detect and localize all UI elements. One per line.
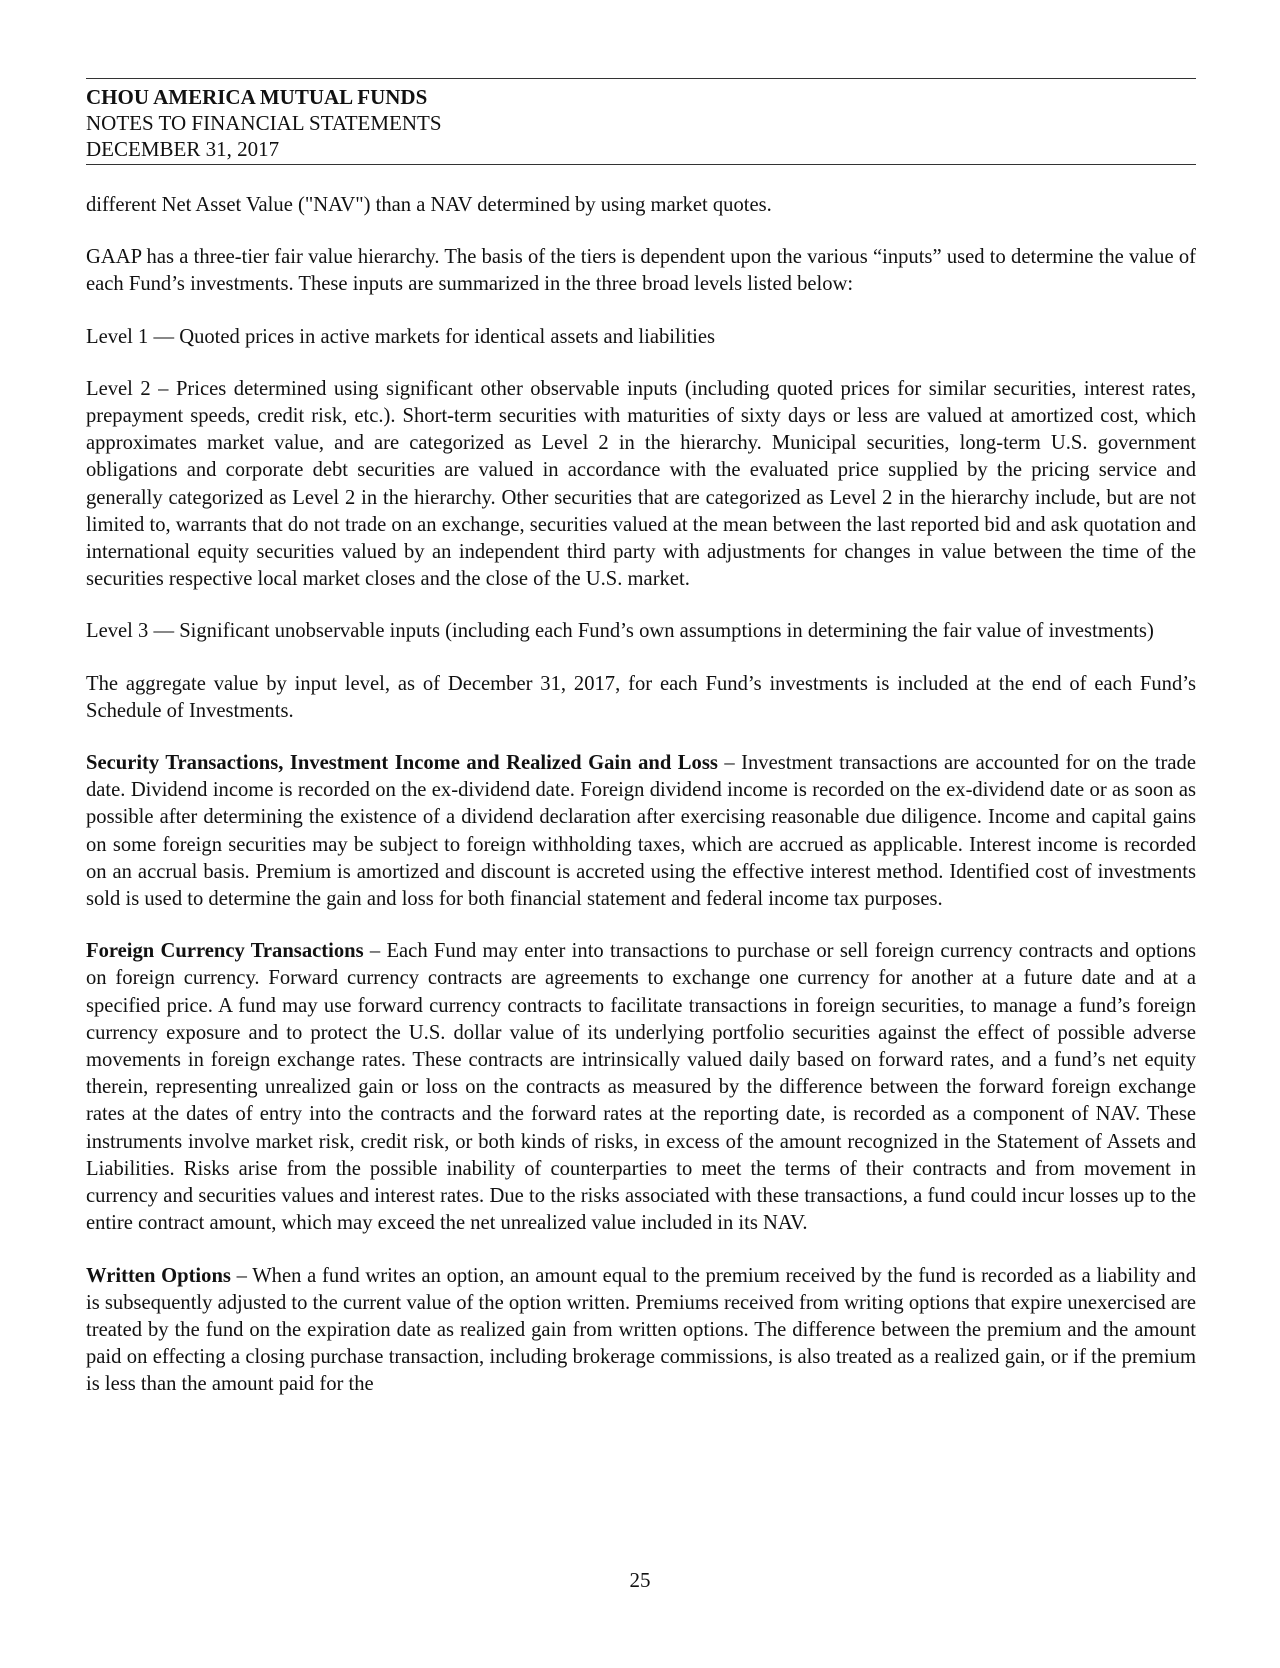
paragraph-security-transactions [86, 750, 1196, 913]
security-transactions-text: – Investment transactions are accounted for on the trade date. Dividend income is recorded on the ex-dividend date. Foreign dividend income is recorded on the ex-dividend date or as soon as possible after determining the existence of a dividend declaration after exercising reasonable due diligence. Income and capital gains on some foreign securities may be subject to foreign withholding taxes, which are accrued as applicable. Interest income is recorded on an accrual basis. Premium is amortized and discount is accreted using the effective interest method. Identified cost of investments sold is used to determine the gain and loss for both financial statement and federal income tax purposes. [86, 752, 1196, 911]
page-number: 25 [629, 1568, 651, 1592]
fund-name: CHOU AMERICA MUTUAL FUNDS [86, 85, 428, 109]
paragraph-nav-continuation: different Net Asset Value ("NAV") than a NAV determined by using market quotes. [86, 194, 772, 216]
document-body [86, 192, 1196, 1424]
header-bottom-rule [86, 164, 1196, 165]
paragraph-fair-value-hierarchy: GAAP has a three-tier fair value hierarchy. The basis of the tiers is dependent upon the various “inputs” used to determine the value of each Fund’s investments. These inputs are summarized in the three broad levels listed below: [86, 246, 1196, 296]
statement-date: DECEMBER 31, 2017 [86, 137, 280, 161]
security-transactions-heading: Security Transactions, Investment Income and Realized Gain and Loss [86, 752, 718, 775]
paragraph-foreign-currency [86, 938, 1196, 1237]
foreign-currency-heading: Foreign Currency Transactions [86, 940, 364, 963]
paragraph-level-1: Level 1 — Quoted prices in active markets for identical assets and liabilities [86, 325, 716, 348]
header-top-rule [86, 78, 1196, 79]
page-header [86, 84, 1196, 162]
written-options-heading: Written Options [86, 1264, 231, 1287]
paragraph-level-3: Level 3 — Significant unobservable inputs (including each Fund’s own assumptions in determining the fair value of investments) [86, 620, 1154, 643]
written-options-text: – When a fund writes an option, an amount equal to the premium received by the fund is recorded as a liability and is subsequently adjusted to the current value of the option written. Premiums received from writing options that expire unexercised are treated by the fund on the expiration date as realized gain from written options. The difference between the premium and the amount paid on effecting a closing purchase transaction, including brokerage commissions, is also treated as a realized gain, or if the premium is less than the amount paid for the [86, 1264, 1197, 1396]
paragraph-written-options [86, 1263, 1196, 1399]
paragraph-aggregate-value: The aggregate value by input level, as of December 31, 2017, for each Fund’s investments is included at the end of each Fund’s Schedule of Investments. [86, 672, 1196, 722]
foreign-currency-text: – Each Fund may enter into transactions to purchase or sell foreign currency contracts and options on foreign currency. Forward currency contracts are agreements to exchange one currency for another at a future date and at a specified price. A fund may use forward currency contracts to facilitate transactions in foreign securities, to manage a fund’s foreign currency exposure and to protect the U.S. dollar value of its underlying portfolio securities against the effect of possible adverse movements in foreign exchange rates. These contracts are intrinsically valued daily based on forward rates, and a fund’s net equity therein, representing unrealized gain or loss on the contracts as measured by the difference between the forward foreign exchange rates at the dates of entry into the contracts and the forward rates at the reporting date, is recorded as a component of NAV. These instruments involve market risk, credit risk, or both kinds of risks, in excess of the amount recognized in the Statement of Assets and Liabilities. Risks arise from the possible inability of counterparties to meet the terms of their contracts and from movement in currency and securities values and interest rates. Due to the risks associated with these transactions, a fund could incur losses up to the entire contract amount, which may exceed the net unrealized value included in its NAV. [86, 940, 1196, 1235]
section-title: NOTES TO FINANCIAL STATEMENTS [86, 111, 442, 135]
paragraph-level-2: Level 2 – Prices determined using significant other observable inputs (including quoted prices for similar securities, interest rates, prepayment speeds, credit risk, etc.). Short-term securities with maturities of sixty days or less are valued at amortized cost, which approximates market value, and are categorized as Level 2 in the hierarchy. Municipal securities, long-term U.S. government obligations and corporate debt securities are valued in accordance with the evaluated price supplied by the pricing service and generally categorized as Level 2 in the hierarchy. Other securities that are categorized as Level 2 in the hierarchy include, but are not limited to, warrants that do not trade on an exchange, securities valued at the mean between the last reported bid and ask quotation and international equity securities valued by an independent third party with adjustments for changes in value between the time of the securities respective local market closes and the close of the U.S. market. [86, 377, 1196, 591]
